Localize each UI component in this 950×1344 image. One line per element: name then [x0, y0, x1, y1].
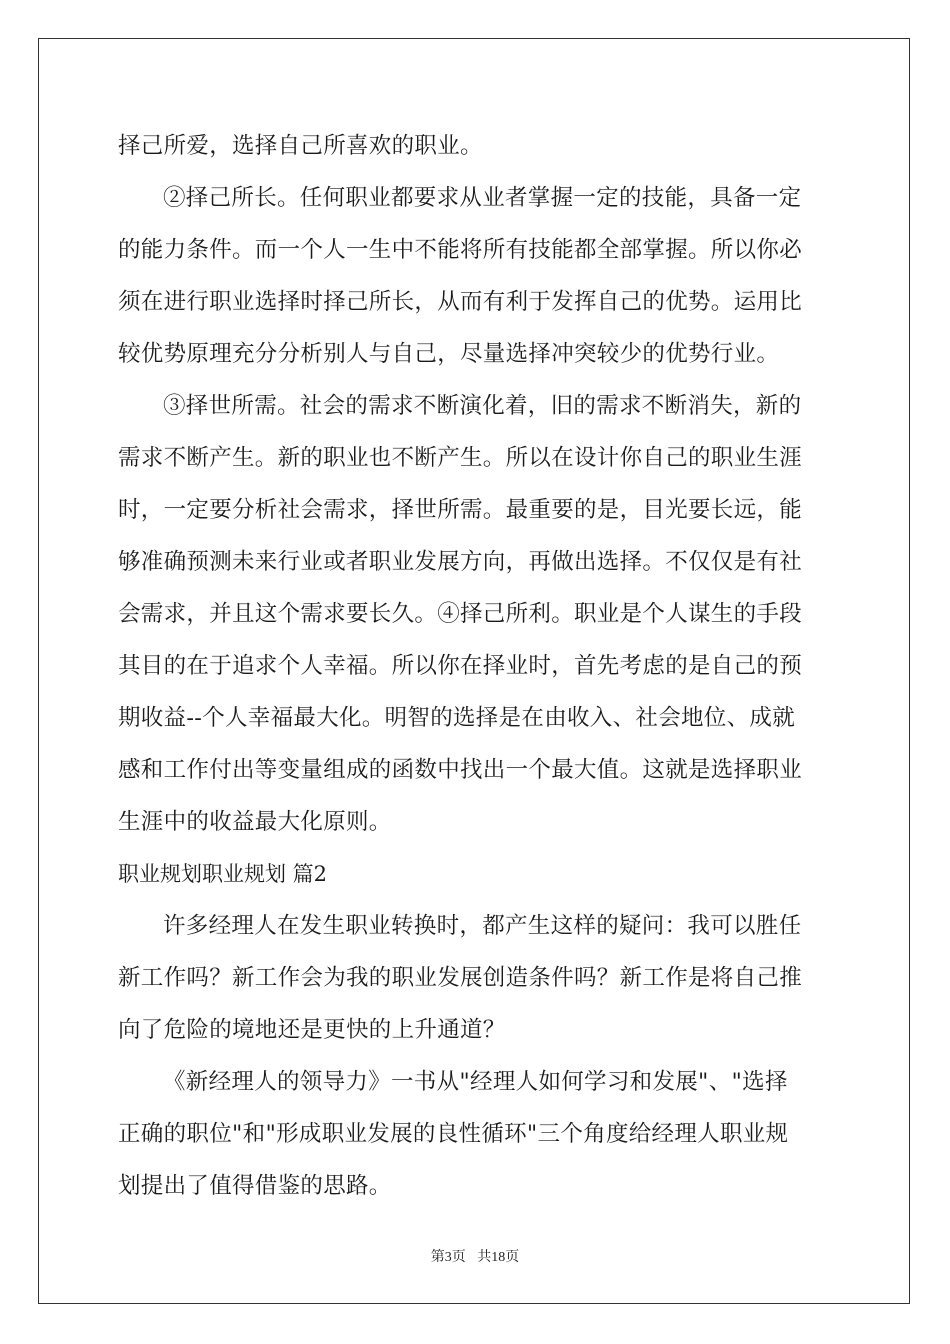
page-number: 第3页: [430, 1250, 466, 1265]
page-footer: [0, 1246, 950, 1266]
paragraph-line: 新工作吗？新工作会为我的职业发展创造条件吗？新工作是将自己推: [118, 965, 803, 991]
paragraph-line: 感和工作付出等变量组成的函数中找出一个最大值。这就是选择职业: [118, 757, 803, 783]
paragraph-line: 其目的在于追求个人幸福。所以你在择业时，首先考虑的是自己的预: [118, 653, 803, 679]
paragraph-line: 正确的职位"和"形成职业发展的良性循环"三个角度给经理人职业规: [118, 1121, 789, 1147]
paragraph-line: ③择世所需。社会的需求不断演化着，旧的需求不断消失，新的: [163, 393, 802, 419]
paragraph-line: 划提出了值得借鉴的思路。: [118, 1173, 392, 1199]
paragraph-line: 时，一定要分析社会需求，择世所需。最重要的是，目光要长远，能: [118, 497, 803, 523]
paragraph-line: 须在进行职业选择时择己所长，从而有利于发挥自己的优势。运用比: [118, 289, 803, 315]
section-heading: 职业规划职业规划 篇2: [118, 862, 328, 886]
paragraph-line: 生涯中的收益最大化原则。: [118, 809, 392, 835]
paragraph-line: 《新经理人的领导力》一书从"经理人如何学习和发展"、"选择: [163, 1069, 788, 1095]
paragraph-line: ②择己所长。任何职业都要求从业者掌握一定的技能，具备一定: [163, 185, 802, 211]
paragraph-line: 期收益--个人幸福最大化。明智的选择是在由收入、社会地位、成就: [118, 705, 796, 731]
paragraph-line: 够准确预测未来行业或者职业发展方向，再做出选择。不仅仅是有社: [118, 549, 803, 575]
paragraph-line: 会需求，并且这个需求要长久。④择己所利。职业是个人谋生的手段: [118, 601, 803, 627]
paragraph-line: 向了危险的境地还是更快的上升通道？: [118, 1017, 506, 1043]
paragraph-line: 的能力条件。而一个人一生中不能将所有技能都全部掌握。所以你必: [118, 237, 803, 263]
document-body: [118, 120, 832, 1212]
paragraph-line: 较优势原理充分分析别人与自己，尽量选择冲突较少的优势行业。: [118, 341, 780, 367]
page-total: 共18页: [477, 1250, 520, 1265]
paragraph-line: 择己所爱，选择自己所喜欢的职业。: [118, 133, 483, 159]
paragraph-line: 需求不断产生。新的职业也不断产生。所以在设计你自己的职业生涯: [118, 445, 803, 471]
paragraph-line: 许多经理人在发生职业转换时，都产生这样的疑问：我可以胜任: [163, 913, 802, 939]
